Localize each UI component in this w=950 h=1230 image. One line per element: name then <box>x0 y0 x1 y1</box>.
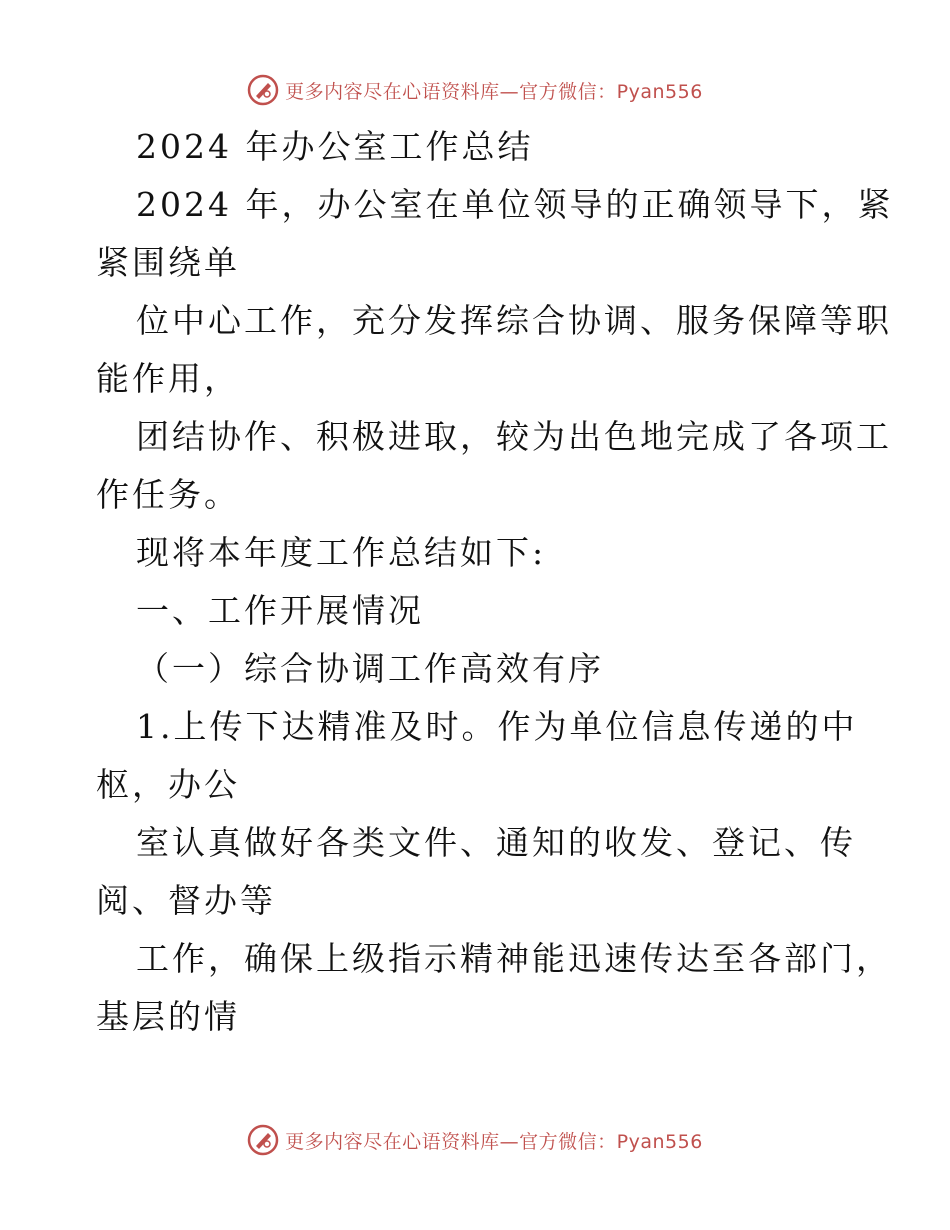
text-line: 工作，确保上级指示精神能迅速传达至各部门， <box>136 939 892 978</box>
text-line: 现将本年度工作总结如下: <box>136 533 547 572</box>
watermark-text: 更多内容尽在心语资料库—官方微信：Pyan556 <box>285 80 703 103</box>
text-line: 阅、督办等 <box>96 881 276 920</box>
text-line: 枢，办公 <box>96 765 240 804</box>
brand-logo-icon <box>247 1124 279 1156</box>
text-line: 紧围绕单 <box>96 243 240 282</box>
watermark-footer <box>0 1120 950 1160</box>
text-line: 能作用， <box>96 359 240 398</box>
text-line: 2024 年办公室工作总结 <box>136 127 534 166</box>
document-body <box>96 118 894 1046</box>
text-line: 位中心工作，充分发挥综合协调、服务保障等职 <box>136 301 892 340</box>
text-line: 团结协作、积极进取，较为出色地完成了各项工 <box>136 417 892 456</box>
text-line: 作任务。 <box>96 475 240 514</box>
text-line: 一、工作开展情况 <box>136 591 424 630</box>
watermark-header <box>0 70 950 110</box>
text-line: 2024 年，办公室在单位领导的正确领导下，紧 <box>136 185 894 224</box>
text-line: 基层的情 <box>96 997 240 1036</box>
text-line: 室认真做好各类文件、通知的收发、登记、传 <box>136 823 856 862</box>
watermark-text: 更多内容尽在心语资料库—官方微信：Pyan556 <box>285 1130 703 1153</box>
brand-logo-icon <box>247 74 279 106</box>
text-line: 1.上传下达精准及时。作为单位信息传递的中 <box>136 707 858 746</box>
text-line: （一）综合协调工作高效有序 <box>136 649 604 688</box>
